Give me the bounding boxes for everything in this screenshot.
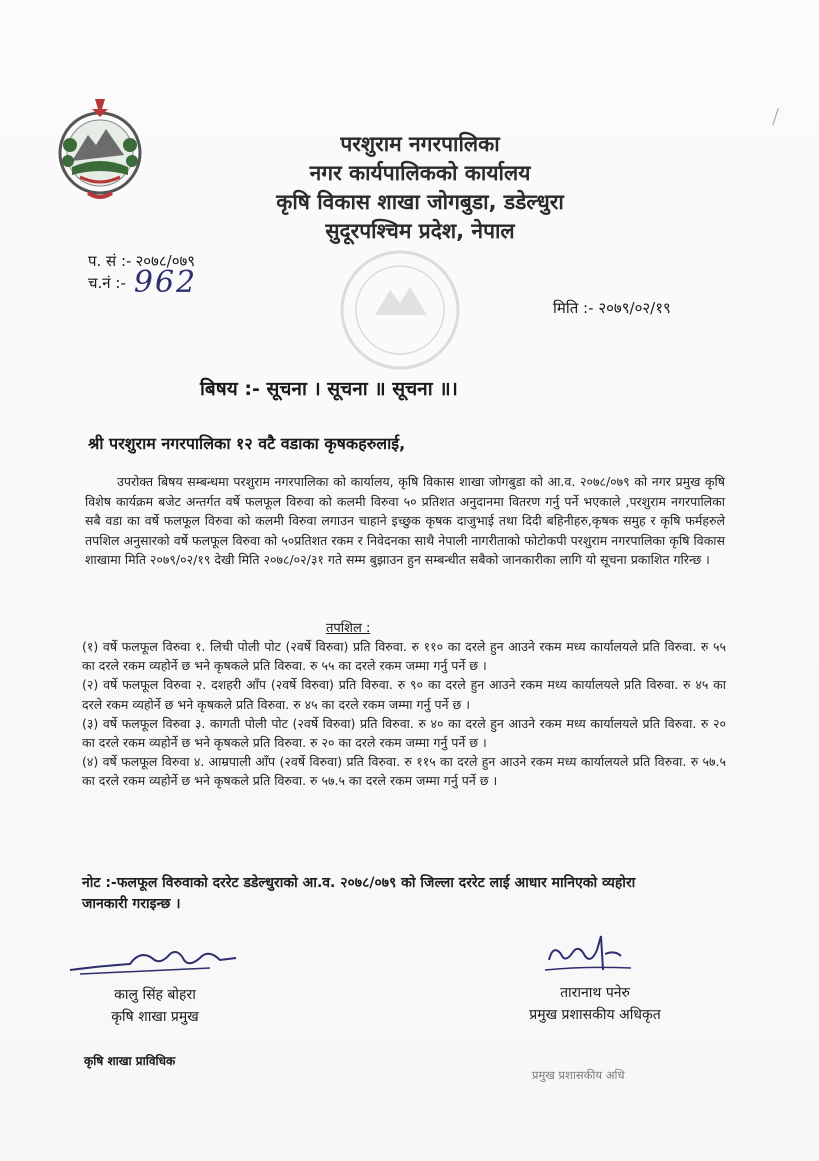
letter-subject: बिषय :- सूचना । सूचना ॥ सूचना ॥। [200, 378, 458, 400]
date-label: मिति :- [553, 299, 594, 317]
office-header [210, 130, 630, 246]
body-paragraph: उपरोक्त बिषय सम्बन्धमा परशुराम नगरपालिका को कार्यालय, कृषि विकास शाखा जोगबुडा को आ.व. २०७८/०७९ को नगर प्रमुख कृषि विशेष कार्यक्रम बजेट अन्तर्गत वर्षे फलफूल विरुवा को कलमी विरुवा ५० प्रतिशत अनुदानमा वितरण गर्नु पर्ने भएकाले ,परशुराम नगरपालिका सबै वडा का वर्षे फलफूल विरुवा को कलमी विरुवा लगाउन चाहाने इच्छुक कृषक दाजुभाई तथा दिदी बहिनीहरु,कृषक समुह र कृषि फर्महरुले तपशिल अनुसारको वर्षे फलफूल विरुवा को ५०प्रतिशत रकम र निवेदनका साथै नेपाली नागरीताको फोटोकपी परशुराम नगरपालिका कृषि विकास शाखामा मिति २०७९/०२/१९ देखी मिति २०७८/०२/३१ गते सम्म बुझाउन हुन सम्बन्धीत सबैको जानकारीका लागि यो सूचना प्रकाशित गरिन्छ । [85, 474, 725, 567]
municipality-name: परशुराम नगरपालिका [340, 132, 500, 156]
patra-sankhya-label: प. सं :- [88, 252, 132, 270]
notice-body [85, 472, 725, 570]
rate-note: नोट :-फलफूल विरुवाको दररेट डडेल्धुराको आ.व. २०७८/०७९ को जिल्ला दररेट लाई आधार मानिएको व्यहोरा जानकारी गराइन्छ । [82, 875, 636, 912]
signatory-left-stamp: कृषि शाखा प्राविधिक [84, 1054, 176, 1068]
chalani-number-label: च.नं :- [88, 274, 126, 292]
reference-numbers [88, 250, 198, 300]
nepal-government-emblem-icon [50, 95, 150, 205]
salutation: श्री परशुराम नगरपालिका १२ वटै वडाका कृषकहरुलाई, [88, 434, 406, 453]
signatory-left-title: कृषि शाखा प्रमुख [111, 1009, 199, 1025]
signatory-right [490, 930, 700, 1026]
chalani-number-value: 962 [133, 265, 198, 300]
office-name: नगर कार्यपालिकको कार्यालय [309, 161, 531, 185]
conditions-heading: तपशिल : [326, 621, 371, 636]
branch-name: कृषि विकास शाखा जोगबुडा, डडेल्धुरा [276, 190, 564, 214]
signatory-right-name: तारानाथ पनेरु [560, 985, 630, 1001]
signatory-left [55, 940, 255, 1028]
signatory-right-title: प्रमुख प्रशासकीय अधिकृत [529, 1007, 661, 1023]
office-stamp-icon [335, 245, 465, 375]
condition-item: (२) वर्षे फलफूल विरुवा २. दशहरी आँप (२वर्षे विरुवा) प्रति विरुवा. रु ९० का दरले हुन आउने रकम मध्य कार्यालयले प्रति विरुवा. रु ४५ का दरले रकम व्यहोर्ने छ भने कृषकले प्रति विरुवा. रु ४५ का दरले रकम जम्मा गर्नु पर्ने छ । [82, 677, 726, 712]
page-edge-mark [772, 108, 780, 126]
condition-item: (१) वर्षे फलफूल विरुवा १. लिची पोली पोट (२वर्षे विरुवा) प्रति विरुवा. रु ११० का दरले हुन आउने रकम मध्य कार्यालयले प्रति विरुवा. रु ५५ का दरले रकम व्यहोर्ने छ भने कृषकले प्रति विरुवा. रु ५५ का दरले रकम जम्मा गर्नु पर्ने छ । [82, 639, 726, 674]
signatory-left-name: कालु सिंह बोहरा [114, 987, 196, 1003]
letter-date [553, 298, 671, 318]
condition-item: (३) वर्षे फलफूल विरुवा ३. कागती पोली पोट (२वर्षे विरुवा) प्रति विरुवा. रु ४० का दरले हुन आउने रकम मध्य कार्यालयले प्रति विरुवा. रु २० का दरले रकम व्यहोर्ने छ भने कृषकले प्रति विरुवा. रु २० का दरले रकम जम्मा गर्नु पर्ने छ । [82, 715, 726, 751]
condition-item: (४) वर्षे फलफूल विरुवा ४. आम्रपाली आँप (२वर्षे विरुवा) प्रति विरुवा. रु ११५ का दरले हुन आउने रकम मध्य कार्यालयले प्रति विरुवा. रु ५७.५ का दरले रकम व्यहोर्ने छ भने कृषकले प्रति विरुवा. रु ५७.५ का दरले रकम जम्मा गर्नु पर्ने छ । [82, 754, 726, 789]
signature-right-icon [535, 930, 655, 978]
province-name: सुदूरपश्चिम प्रदेश, नेपाल [325, 219, 515, 243]
conditions-list [82, 637, 726, 791]
signatory-right-stamp: प्रमुख प्रशासकीय अधि [532, 1068, 625, 1082]
signature-left-icon [60, 940, 250, 980]
patra-sankhya-value: २०७८/०७९ [135, 252, 196, 270]
date-value: २०७९/०२/१९ [598, 299, 671, 317]
